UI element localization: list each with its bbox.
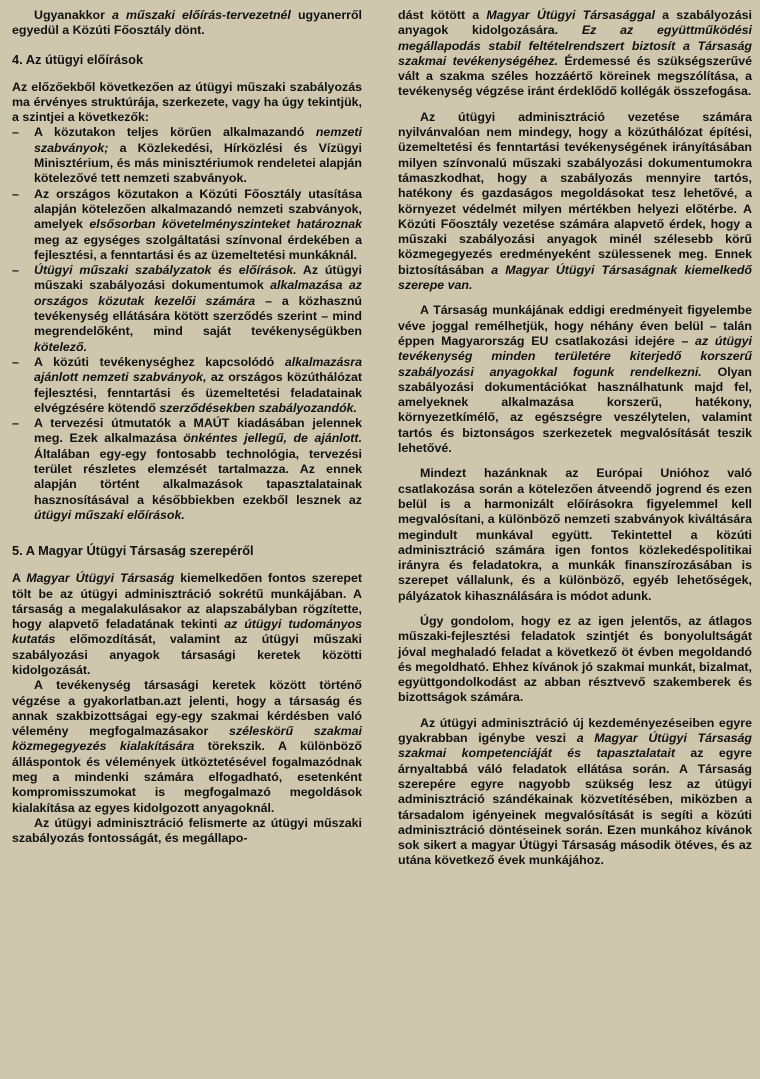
italic-text: Ez az együttműködési megállapodás stabil feltételrendszert biztosít a Társaság szakmai tevékenységéhez. (398, 23, 752, 68)
section-5-heading: 5. A Magyar Útügyi Társaság szerepéről (12, 543, 254, 559)
right-column (398, 8, 752, 869)
text-run: Az útügyi adminisztráció felismerte az útügyi műszaki szabályozás fontosságát, és megállapo- (12, 815, 362, 846)
paragraph (398, 466, 752, 604)
text-run: Ugyanakkor (34, 8, 113, 22)
text-run: törekszik. A különböző álláspontok és vélemények ütköztetésével fogalmazódnak meg a mindenki számára elfogadható, esetenként kompromisszumokat is megfogalmazó megoldások kialakítása az egyes kidolgozott anyagoknál. (12, 739, 362, 815)
italic-text: szerződésekben szabályozandók. (159, 400, 357, 415)
text-run: Az útügyi adminisztráció vezetése számára nyilvánvalóan nem mindegy, hogy a közúthálózat építési, üzemeltetési és fenntartási tevékenységének irányításában milyen színvonalú műszaki szabályozási dokumentumokra támaszkodhat, hogy a szabályozás mennyire tartós, hatékony és gazdaságos megoldásokat tesz lehetővé, a környezet védelmét milyen mértékben helyezi előtérbe. A Közúti Főosztály vezetése számára alapvető érdek, hogy a műszaki szabályozási anyagok minél szélesebb körű közmegegyezés eredményeként szülessenek meg. Ennek biztosításában (398, 109, 752, 277)
italic-text: a Magyar Útügyi Társaságnak kiemelkedő szerepe van. (398, 262, 752, 293)
italic-text: az útügyi tudományos kutatás (12, 617, 362, 647)
text-run: Az országos közutakon a Közúti Főosztály utasítása alapján kötelezően alkalmazandó nemzeti szabványok, amelyek (34, 186, 362, 232)
section-4-lead: Az előzőekből következően az útügyi műszaki szabályozás ma érvényes struktúrája, szerkezete, vagy ha úgy tekintjük, a szintjei a következők: (12, 79, 362, 125)
text-run: kiemelkedően fontos szerepet tölt be az útügyi adminisztráció sokrétű munkájában. A társaság a megalakulásakor az alapszabályban rögzítette, hogy alapvető feladatának tekinti (12, 571, 363, 632)
text-run: ugyanerről egyedül a Közúti Főosztály dönt. (12, 8, 362, 38)
section-4-list (12, 125, 362, 523)
list-item: – Az országos közutakon a Közúti Főosztály utasítása alapján kötelezően alkalmazandó nemzeti szabványok, amelyek elsősorban követelményszinteket határoznak meg az egységes szolgáltatási színvonal érdekében a fejlesztési, a fenntartási és az üzemeltetési munkáknál. (12, 186, 362, 262)
text-run: Általában egy-egy fontosabb technológia, tervezési terület részletes elemzését tartalmazza. Az ennek alapján történt alkalmazások tapasztalatainak hasznosításával a későbbiekben ezekből lesznek az (34, 446, 362, 507)
text-run: Úgy gondolom, hogy ez az igen jelentős, az átlagos műszaki-fejlesztési feladatok szintjét és bonyolultságát jóval meghaladó feladat a következő öt évben megoldandó és megoldható. Ehhez kívánok jó szakmai munkát, bizalmat, együttgondolkodást az abban résztvevő szakemberek és bizottságok számára. (398, 613, 752, 705)
italic-text: Útügyi műszaki szabályzatok és előírások. (34, 263, 297, 278)
text-run: A (12, 571, 27, 586)
italic-text: kötelező. (34, 339, 88, 354)
list-item: – A közutakon teljes körűen alkalmazandó nemzeti szabványok; a Közlekedési, Hírközlési és Vízügyi Minisztérium, és más minisztériumok rendeletei alapján kötelezővé tett nemzeti szabványok. (12, 125, 362, 186)
text-run: Az útügyi műszaki szabályozási dokumentumok (34, 263, 362, 293)
italic-text: önkéntes jellegű, de ajánlott. (183, 431, 363, 446)
text-run: A közúti tevékenységhez kapcsolódó (34, 354, 285, 369)
italic-text: a műszaki előírás-tervezetnél (112, 8, 291, 22)
italic-text: alkalmazása az országos közutak kezelői számára (34, 278, 362, 308)
italic-text: az útügyi tevékenység minden területére kiterjedő korszerű szabályozási anyagokkal fogunk rendelkezni. (398, 333, 752, 379)
paragraph (12, 571, 362, 678)
text-run: előmozdítását, valamint az útügyi műszaki szabályozási anyagok társasági keretek közötti kidolgozását. (12, 632, 362, 677)
intro-paragraph (12, 8, 362, 39)
text-run: Olyan szabályozási dokumentációkat használhatunk majd fel, amelyeknek alkalmazása korszerű, hatékony, környezetkímélő, az egészségre veszélytelen, valamint tartós és biztonságos szerkezetek megvalósítását teszik lehetővé. (398, 364, 752, 456)
text-run: A tervezési útmutatók a MAÚT kiadásában jelennek meg. Ezek alkalmazása (34, 416, 362, 446)
paragraph (12, 678, 362, 816)
text-run: Mindezt hazánknak az Európai Unióhoz való csatlakozása során a kötelezően átveendő jogrend és ezen belül is a harmonizált előírásokra figyelemmel kell megvalósítani, a különböző nemzeti szabványok kiváltására megindult munkával együtt. Tekintettel a közúti adminisztráció számára igen fontos közlekedéspolitikai irányra és feladatokra, a munkák finanszírozásában is szerepet vállalunk, és a különböző, egyéb lehetőségek, pályázatok kihasználására is módot adunk. (398, 466, 752, 603)
text-run: az országos közúthálózat fejlesztési, fenntartási és üzemeltetési feladatainak elvégzésére kötendő (34, 370, 362, 415)
text-run: – a közhasznú tevékenység ellátására kötött szerződés szerint – mind megrendelőként, mind saját tevékenységükben (34, 293, 363, 339)
italic-text: nemzeti szabványok; (34, 125, 362, 155)
italic-text: széleskörű szakmai közmegegyezés kialakítására (12, 724, 362, 754)
paragraph (398, 303, 752, 456)
list-item: – A közúti tevékenységhez kapcsolódó alkalmazásra ajánlott nemzeti szabványok, az országos közúthálózat fejlesztési, fenntartási és üzemeltetési feladatainak elvégzésére kötendő szerződésekben szabályozandók. (12, 354, 362, 415)
paragraph (398, 614, 752, 706)
text-run: az egyre árnyaltabbá váló feladatok ellátása során. A Társaság szerepére egyre nagyobb szükség lesz az útügyi adminisztráció szándékainak közvetítésében, miközben a társadalom igényeinek megvalósítását is segíti a közúti adminisztráció döntéseinek során. Ezen munkához kívánok sok sikert a magyar Útügyi Társaság második ötéves, és az utána következő évek munkájához. (398, 746, 752, 868)
text-run: a szabályozási anyagok kidolgozására. (398, 8, 752, 38)
text-run: A tevékenység társasági keretek között történő végzése a gyakorlatban.azt jelenti, hogy a társaság és annak szakbizottságai egy-egy szakmai kérdésben való vélemény megfogalmazásakor (12, 678, 362, 739)
paragraph (398, 716, 752, 869)
italic-text: Magyar Útügyi Társaság (26, 571, 175, 586)
paragraph (398, 110, 752, 294)
italic-text: elsősorban követelményszinteket határoznak (89, 217, 362, 232)
italic-text: a Magyar Útügyi Társaság szakmai kompetenciáját és tapasztalatait (398, 731, 752, 761)
list-item: – A tervezési útmutatók a MAÚT kiadásában jelennek meg. Ezek alkalmazása önkéntes jellegű, de ajánlott. Általában egy-egy fontosabb technológia, tervezési terület részletes elemzését tartalmazza. Az ennek alapján történt alkalmazások tapasztalatainak hasznosításával a későbbiekben ezekből lesznek az útügyi műszaki előírások. (12, 416, 363, 522)
list-item: – Útügyi műszaki szabályzatok és előírások. Az útügyi műszaki szabályozási dokumentumok alkalmazása az országos közutak kezelői számára – a közhasznú tevékenység ellátására kötött szerződés szerint – mind megrendelőként, mind saját tevékenységükben kötelező. (12, 263, 363, 354)
section-4-heading: 4. Az útügyi előírások (12, 51, 144, 67)
italic-text: útügyi műszaki előírások. (34, 507, 185, 522)
paragraph (398, 8, 752, 100)
text-run: A Társaság munkájának eddigi eredményeit figyelembe véve joggal remélhetjük, hogy néhány éven belül – talán éppen Magyarország EU csatlakozási idejére – (398, 303, 752, 348)
text-run: dást kötött a (398, 8, 487, 22)
left-column (12, 8, 362, 847)
text-run: Az útügyi adminisztráció új kezdeményezéseiben egyre gyakrabban igénybe veszi (398, 715, 752, 746)
text-run: a Közlekedési, Hírközlési és Vízügyi Minisztérium, és más minisztériumok rendeletei alapján kötelezővé tett nemzeti szabványok. (34, 140, 362, 186)
text-run: meg az egységes szolgáltatási színvonal érdekében a fejlesztési, a fenntartási és az üzemeltetési munkáknál. (34, 232, 362, 262)
italic-text: alkalmazásra ajánlott nemzeti szabványok, (34, 354, 362, 385)
paragraph (12, 816, 362, 847)
text-run: A közutakon teljes körűen alkalmazandó (34, 125, 316, 140)
italic-text: Magyar Útügyi Társasággal (486, 8, 655, 22)
text-run: Érdemessé és szükségszerűvé vált a szakma széles hozzáértő köreinek megszólítása, a tevékenység végzése iránt érdeklődő kollégák összefogása. (398, 53, 752, 99)
